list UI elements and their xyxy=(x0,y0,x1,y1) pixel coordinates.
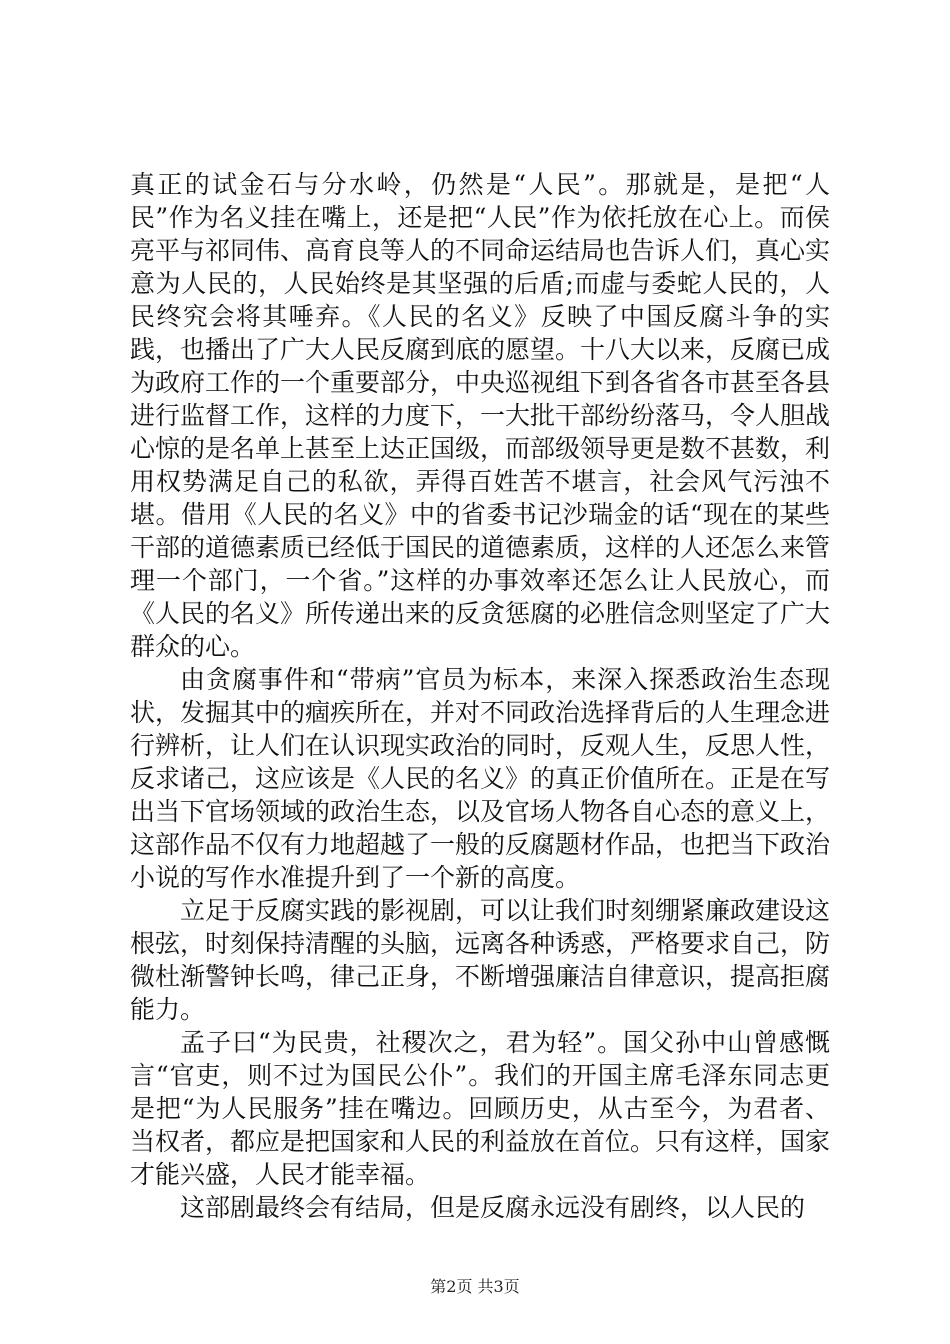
paragraph-4: 孟子曰“为民贵，社稷次之，君为轻”。国父孙中山曾感慨言“官吏，则不过为国民公仆”。我们的开国主席毛泽东同志更是把“为人民服务”挂在嘴边。回顾历史，从古至今，为君者、当权者，都应是把国家和人民的利益放在首位。只有这样，国家才能兴盛，人民才能幸福。 xyxy=(130,1028,831,1189)
paragraph-5: 这部剧最终会有结局，但是反腐永远没有剧终，以人民的 xyxy=(180,1193,806,1222)
paragraph-3: 立足于反腐实践的影视剧，可以让我们时刻绷紧廉政建设这根弦，时刻保持清醒的头脑，远离各种诱惑，严格要求自己，防微杜渐警钟长鸣，律己正身，不断增强廉洁自律意识，提高拒腐能力。 xyxy=(130,896,831,1024)
page-number-footer: 第2页 共3页 xyxy=(430,1277,520,1296)
paragraph-1: 真正的试金石与分水岭，仍然是“人民”。那就是，是把“人民”作为名义挂在嘴上，还是把“人民”作为依托放在心上。而侯亮平与祁同伟、高育良等人的不同命运结局也告诉人们，真心实意为人民的，人民始终是其坚强的后盾;而虚与委蛇人民的，人民终究会将其唾弃。《人民的名义》反映了中国反腐斗争的实践，也播出了广大人民反腐到底的愿望。十八大以来，反腐已成为政府工作的一个重要部分，中央巡视组下到各省各市甚至各县进行监督工作，这样的力度下，一大批干部纷纷落马，令人胆战心惊的是名单上甚至上达正国级，而部级领导更是数不甚数，利用权势满足自己的私欲，弄得百姓苦不堪言，社会风气污浊不堪。借用《人民的名义》中的省委书记沙瑞金的话“现在的某些干部的道德素质已经低于国民的道德素质，这样的人还怎么来管理一个部门，一个省。”这样的办事效率还怎么让人民放心，而《人民的名义》所传递出来的反贪惩腐的必胜信念则坚定了广大群众的心。 xyxy=(130,170,831,661)
paragraph-2: 由贪腐事件和“带病”官员为标本，来深入探悉政治生态现状，发掘其中的痼疾所在，并对不同政治选择背后的人生理念进行辨析，让人们在认识现实政治的同时，反观人生，反思人性，反求诸己，这应该是《人民的名义》的真正价值所在。正是在写出当下官场领域的政治生态，以及官场人物各自心态的意义上，这部作品不仅有力地超越了一般的反腐题材作品，也把当下政治小说的写作水准提升到了一个新的高度。 xyxy=(130,665,831,892)
document-body xyxy=(130,168,830,1224)
